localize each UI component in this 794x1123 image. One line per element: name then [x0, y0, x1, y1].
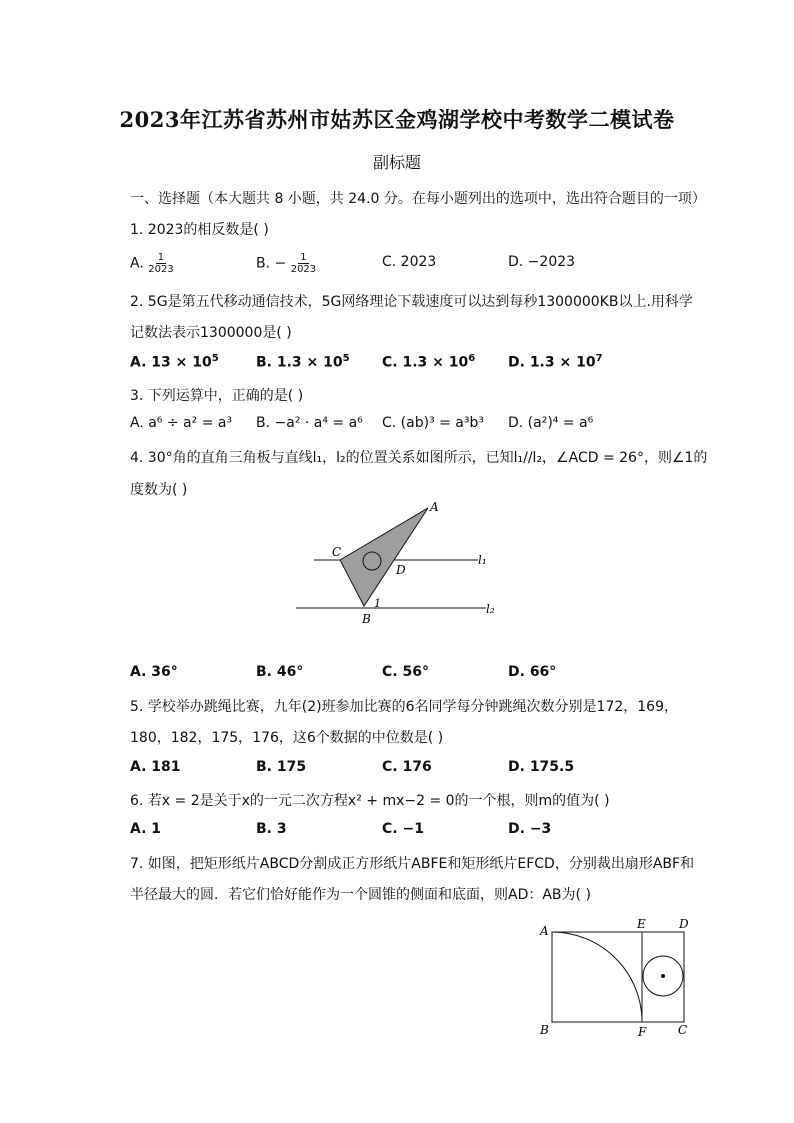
q2-option-a-exponent: 5	[211, 353, 219, 364]
label-a: A	[430, 500, 439, 514]
question-4-line-2: 度数为( )	[130, 482, 188, 498]
q5-option-c[interactable]: C. 176	[382, 759, 432, 775]
q2-option-d-base: D. 1.3 × 10	[508, 354, 596, 371]
question-5-line-1: 5. 学校举办跳绳比赛，九年(2)班参加比赛的6名同学每分钟跳绳次数分别是172，169，	[130, 699, 678, 715]
page-subtitle: 副标题	[372, 153, 421, 172]
label-l1: l₁	[478, 553, 487, 567]
page-title: 2023年江苏省苏州市姑苏区金鸡湖学校中考数学二模试卷	[119, 107, 675, 132]
q1-option-a[interactable]	[130, 252, 174, 275]
q2-option-b-base: B. 1.3 × 10	[256, 354, 343, 371]
q2-option-b-exponent: 5	[342, 353, 350, 364]
q1-option-a-label: A.	[130, 255, 144, 272]
question-7-line-1: 7. 如图，把矩形纸片ABCD分割成正方形纸片ABFE和矩形纸片EFCD，分别裁出扇形ABF和	[130, 856, 695, 872]
label-c: C	[332, 545, 342, 559]
q6-option-b[interactable]: B. 3	[256, 821, 287, 837]
q4-triangle-figure	[280, 495, 520, 635]
q2-option-b[interactable]	[256, 353, 350, 371]
q3-option-c[interactable]: C. (ab)³ = a³b³	[382, 415, 484, 431]
q1-option-d[interactable]: D. −2023	[508, 254, 576, 270]
label-d: D	[396, 563, 406, 577]
q2-option-a[interactable]	[130, 353, 219, 371]
question-4-line-1: 4. 30°角的直角三角板与直线l₁，l₂的位置关系如图所示，已知l₁//l₂，∠ACD = 26°，则∠1的	[130, 450, 708, 466]
q1-option-b-label: B. −	[256, 255, 287, 272]
q3-option-a[interactable]: A. a⁶ ÷ a² = a³	[130, 415, 233, 431]
question-5-line-2: 180，182，175，176，这6个数据的中位数是( )	[130, 730, 444, 746]
q2-option-d-exponent: 7	[595, 353, 603, 364]
q5-option-a[interactable]: A. 181	[130, 759, 181, 775]
q3-option-b[interactable]: B. −a² · a⁴ = a⁶	[256, 415, 363, 431]
q2-option-a-base: A. 13 × 10	[130, 354, 212, 371]
label-f: F	[638, 1025, 647, 1039]
q2-option-c[interactable]	[382, 353, 475, 371]
q1-option-c[interactable]: C. 2023	[382, 254, 437, 270]
question-2-line-1: 2. 5G是第五代移动通信技术，5G网络理论下载速度可以达到每秒1300000KB以上.用科学	[130, 294, 693, 310]
question-2-line-2: 记数法表示1300000是( )	[130, 325, 292, 341]
q5-option-b[interactable]: B. 175	[256, 759, 307, 775]
label-e: E	[637, 917, 646, 931]
label-angle-1: 1	[374, 597, 381, 610]
section-heading: 一、选择题（本大题共 8 小题，共 24.0 分。在每小题列出的选项中，选出符合题目的一项）	[130, 191, 706, 207]
q4-option-d[interactable]: D. 66°	[508, 664, 557, 680]
question-7-line-2: 半径最大的圆．若它们恰好能作为一个圆锥的侧面和底面，则AD：AB为( )	[130, 887, 591, 903]
label-b: B	[540, 1023, 549, 1037]
q1-option-b-denominator: 2023	[290, 264, 317, 275]
q1-option-b-fraction	[291, 252, 316, 275]
question-3-stem: 3. 下列运算中，正确的是( )	[130, 388, 304, 404]
label-a: A	[540, 924, 549, 938]
q6-option-c[interactable]: C. −1	[382, 821, 424, 837]
q4-option-b[interactable]: B. 46°	[256, 664, 304, 680]
q7-rectangle-figure	[534, 914, 700, 1044]
q4-option-c[interactable]: C. 56°	[382, 664, 429, 680]
q4-option-a[interactable]: A. 36°	[130, 664, 178, 680]
q6-option-d[interactable]: D. −3	[508, 821, 552, 837]
triangle-plate	[340, 508, 428, 606]
question-1-stem: 1. 2023的相反数是( )	[130, 222, 269, 238]
label-d: D	[679, 917, 689, 931]
question-6-stem: 6. 若x = 2是关于x的一元二次方程x² + mx−2 = 0的一个根，则m的值为( )	[130, 793, 610, 809]
circle-center-dot	[661, 974, 665, 978]
q1-option-a-fraction	[148, 252, 173, 275]
q1-option-a-denominator: 2023	[148, 264, 174, 275]
label-b: B	[362, 612, 371, 626]
q3-option-d[interactable]: D. (a²)⁴ = a⁶	[508, 415, 594, 431]
arc-abf	[552, 932, 642, 1022]
label-c: C	[678, 1023, 688, 1037]
q5-option-d[interactable]: D. 175.5	[508, 759, 575, 775]
q2-option-c-exponent: 6	[468, 353, 476, 364]
q1-option-b-numerator: 1	[300, 252, 307, 263]
q2-option-d[interactable]	[508, 353, 603, 371]
q2-option-c-base: C. 1.3 × 10	[382, 354, 469, 371]
q1-option-b[interactable]	[256, 252, 316, 275]
q6-option-a[interactable]: A. 1	[130, 821, 162, 837]
label-l2: l₂	[486, 602, 495, 616]
q1-option-a-numerator: 1	[157, 252, 165, 263]
